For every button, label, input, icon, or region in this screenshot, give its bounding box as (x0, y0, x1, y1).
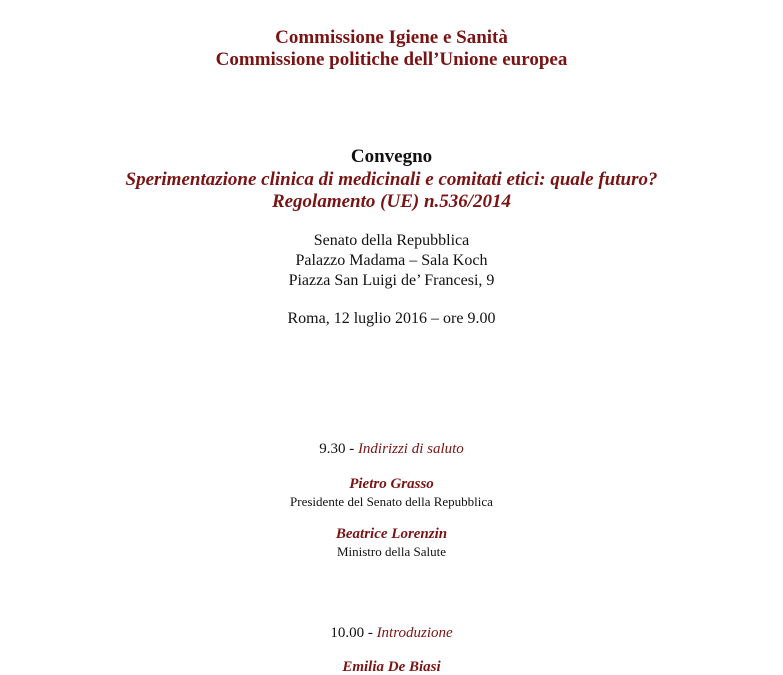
speaker-role: Ministro della Salute (336, 544, 447, 559)
speaker-role: Presidente del Senato della Repubblica (290, 494, 493, 509)
program-slot-greetings (0, 441, 783, 458)
event-date-time: Roma, 12 luglio 2016 – ore 9.00 (287, 310, 496, 327)
venue-line-3: Piazza San Luigi de’ Francesi, 9 (288, 272, 495, 289)
event-title: Sperimentazione clinica di medicinali e comitati etici: quale futuro? (125, 169, 658, 190)
event-type-label: Convegno (350, 146, 433, 167)
venue-line-2: Palazzo Madama – Sala Koch (295, 252, 488, 269)
organizer-commissione-ue: Commissione politiche dell’Unione europea (215, 49, 568, 70)
slot-title: Indirizzi di saluto (357, 441, 464, 457)
slot-time: 9.30 - (319, 441, 358, 457)
program-slot-introduction (0, 625, 783, 642)
event-subtitle: Regolamento (UE) n.536/2014 (271, 191, 512, 212)
slot-time: 10.00 - (330, 625, 377, 641)
slot-title: Introduzione (376, 625, 453, 641)
venue-line-1: Senato della Repubblica (313, 232, 470, 249)
organizer-commissione-igiene: Commissione Igiene e Sanità (275, 27, 508, 48)
speaker-name: Pietro Grasso (349, 476, 434, 492)
speaker-name: Emilia De Biasi (342, 659, 441, 675)
speaker-name: Beatrice Lorenzin (335, 526, 448, 542)
